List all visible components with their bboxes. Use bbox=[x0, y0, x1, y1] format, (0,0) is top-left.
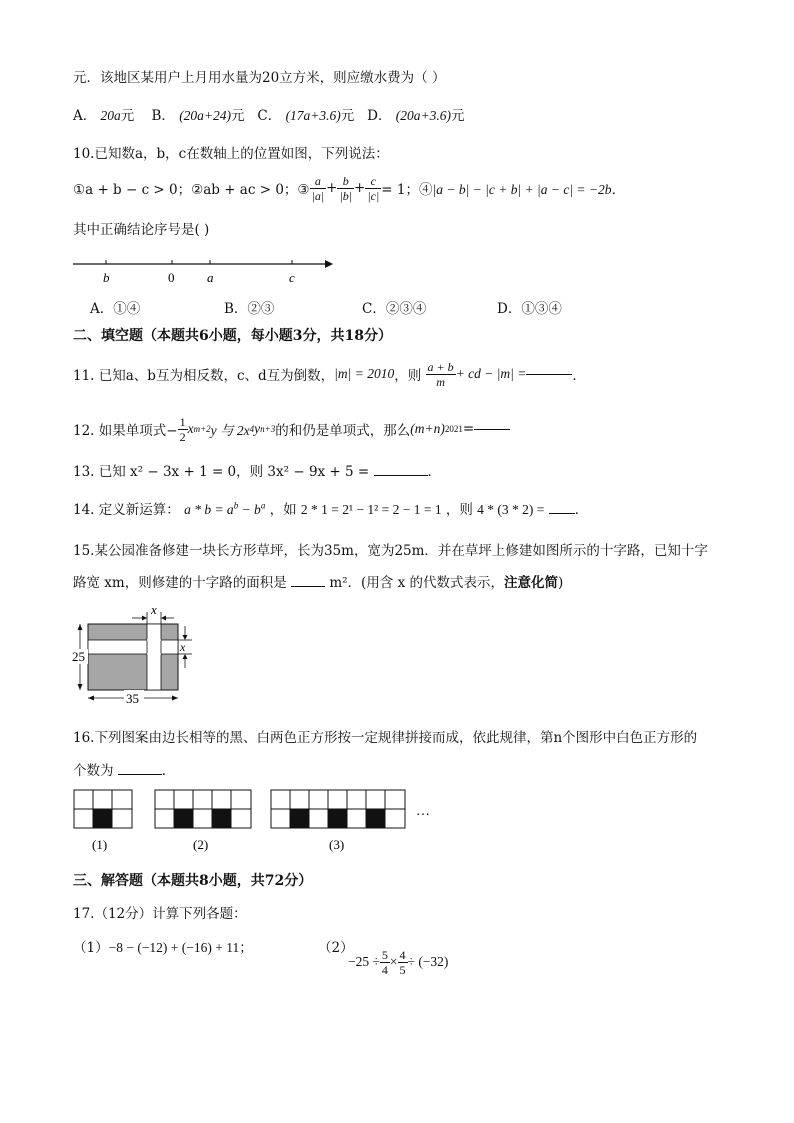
q10-frac-c: $\frac{c}{|c|}$ bbox=[367, 173, 380, 203]
q14-mid2: ，则 bbox=[445, 502, 473, 518]
q16-line1: 16.下列图案由边长相等的黑、白两色正方形按一定规律拼接而成，依此规律，第n个图形中白色正方形的 bbox=[73, 730, 698, 746]
q14-mid: ，如 bbox=[269, 502, 297, 518]
pattern-ellipsis: … bbox=[416, 804, 430, 819]
q12-answer-blank[interactable] bbox=[474, 429, 510, 430]
q15-answer-blank[interactable] bbox=[291, 586, 325, 587]
lawn-rect bbox=[88, 624, 178, 690]
q10-s3-eq: = 1；④ bbox=[381, 182, 433, 198]
q9-option-a-unit: 元 bbox=[120, 108, 135, 124]
q11-answer-blank[interactable] bbox=[526, 374, 572, 375]
q17-p2-frac2: $\frac{4}{5}$ bbox=[399, 947, 406, 977]
q12-sup3: n+3 bbox=[260, 424, 276, 434]
fig-25: 25 bbox=[72, 649, 85, 664]
q17-p2-frac1: $\frac{5}{4}$ bbox=[381, 947, 388, 977]
q14-def2: − b bbox=[238, 502, 261, 517]
q12-x: x bbox=[187, 421, 194, 436]
q14-ask: 4 * (3 * 2) = bbox=[477, 502, 545, 517]
q17-p2-times: × bbox=[389, 954, 398, 969]
pattern-figure-2 bbox=[155, 790, 251, 828]
label-a: a bbox=[207, 270, 214, 285]
q9-option-d-expr: (20a+3.6) bbox=[395, 108, 452, 123]
q17-p1-label: （1） bbox=[73, 940, 109, 956]
q12-frac: $\frac{1}{2}$ bbox=[179, 414, 186, 444]
q9-option-c-letter: C． bbox=[257, 108, 282, 124]
pattern-figures bbox=[72, 788, 442, 854]
pattern-figure-3 bbox=[271, 790, 405, 828]
q17-part1 bbox=[73, 936, 253, 956]
q15-line2d: ) bbox=[558, 575, 564, 591]
q12-eq: = bbox=[462, 421, 475, 437]
q16-answer-blank[interactable] bbox=[118, 774, 162, 775]
q10-option-a: A．①④ bbox=[90, 301, 141, 317]
q10-stem: 10.已知数a，b，c在数轴上的位置如图，下列说法： bbox=[73, 146, 389, 162]
q14-pre: 14. 定义新运算： bbox=[73, 502, 180, 518]
q17-part2-label: （2） bbox=[318, 940, 354, 956]
q11-pre: 11. 已知a、b互为相反数，c、d互为倒数， bbox=[73, 368, 335, 384]
q12-sup4: 2021 bbox=[444, 424, 463, 434]
q16-line2 bbox=[73, 759, 175, 779]
q12-sup2: 4 bbox=[249, 424, 255, 434]
q10-plus-1: + bbox=[326, 180, 338, 196]
q15-line1: 15.某公园准备修建一块长方形草坪，长为35m，宽为25m．并在草坪上修建如图所示的十字路，已知十字 bbox=[73, 543, 708, 559]
q15-line2c: 注意化简 bbox=[504, 575, 558, 591]
q12-expr: (m+n) bbox=[410, 421, 445, 436]
q11-post: + cd − |m| = bbox=[455, 366, 527, 381]
q13-end: ． bbox=[427, 464, 442, 480]
q17-p2-post: ÷ (−32) bbox=[407, 954, 449, 969]
q14 bbox=[73, 498, 588, 518]
fig-x-top: x bbox=[151, 604, 157, 617]
q11-mid: ，则 bbox=[394, 368, 422, 384]
q10-option-b: B．②③ bbox=[224, 301, 275, 317]
q12-y: y bbox=[254, 421, 261, 436]
q9-options bbox=[73, 104, 465, 124]
q9-option-d-letter: D． bbox=[367, 108, 392, 124]
q10-statements bbox=[73, 168, 625, 208]
fig-x-right: x bbox=[180, 640, 186, 654]
q9-option-a-expr: 20a bbox=[100, 108, 121, 123]
vertical-road bbox=[147, 624, 161, 690]
q15-line2 bbox=[73, 571, 563, 591]
q12-mono1b: y 与 2x bbox=[210, 423, 250, 438]
q13-answer-blank[interactable] bbox=[374, 475, 428, 476]
q11-m: |m| = 2010 bbox=[334, 366, 395, 381]
q12-mid: 的和仍是单项式，那么 bbox=[275, 423, 411, 439]
q11 bbox=[73, 356, 586, 392]
q12-pre: 12. 如果单项式− bbox=[73, 423, 178, 439]
section-3-heading: 三、解答题（本题共8小题，共72分） bbox=[73, 873, 313, 889]
q14-end: ． bbox=[574, 502, 589, 518]
q11-end: ． bbox=[572, 368, 586, 384]
q16-end: ． bbox=[161, 763, 176, 779]
caption-1: (1) bbox=[92, 837, 108, 852]
label-c: c bbox=[289, 270, 295, 285]
q14-sup1: b bbox=[233, 500, 239, 511]
q14-def: a * b = a bbox=[184, 502, 234, 517]
q9-tail: 元．该地区某用户上月用水量为20立方米，则应缴水费为（ ） bbox=[73, 70, 446, 86]
horizontal-road bbox=[88, 640, 178, 654]
number-line-arrow bbox=[325, 260, 333, 268]
q10-s1: ①a + b − c > 0；②ab + ac > 0；③ bbox=[73, 182, 310, 198]
q9-option-b-expr: (20a+24) bbox=[179, 108, 232, 123]
q14-answer-blank[interactable] bbox=[549, 513, 575, 514]
q9-option-c-expr: (17a+3.6) bbox=[285, 108, 341, 123]
q15-line2b: m²．(用含 x 的代数式表示， bbox=[329, 575, 504, 591]
q12 bbox=[73, 412, 510, 446]
q15-line2a: 路宽 xm，则修建的十字路的面积是 bbox=[73, 575, 287, 591]
q11-frac: $\frac{a + b}{m}$ bbox=[427, 359, 454, 389]
q9-option-d-unit: 元 bbox=[451, 108, 465, 124]
q13 bbox=[73, 460, 441, 480]
section-2-heading: 二、填空题（本题共6小题，每小题3分，共18分） bbox=[73, 328, 392, 344]
q10-frac-b: $\frac{b}{|b|}$ bbox=[339, 173, 353, 203]
q14-example: 2 * 1 = 2¹ − 1² = 2 − 1 = 1 bbox=[300, 502, 442, 517]
number-line-figure bbox=[70, 252, 335, 288]
q17-part2 bbox=[348, 944, 448, 980]
caption-2: (2) bbox=[193, 837, 209, 852]
q13-pre: 13. 已知 x² − 3x + 1 = 0，则 3x² − 9x + 5 = bbox=[73, 464, 370, 480]
q12-sup1: m+2 bbox=[193, 424, 211, 434]
q9-option-b-letter: B． bbox=[151, 108, 175, 124]
pattern-figure-1 bbox=[74, 790, 132, 828]
q17-p2-pre: −25 ÷ bbox=[348, 954, 380, 969]
q9-option-c-unit: 元 bbox=[340, 108, 355, 124]
q9-option-b-unit: 元 bbox=[231, 108, 245, 124]
q16-line2-text: 个数为 bbox=[73, 763, 114, 779]
q14-sup2: a bbox=[260, 500, 266, 511]
q9-option-a-letter: A． bbox=[73, 108, 97, 124]
q17-p1-expr: −8 − (−12) + (−16) + 11； bbox=[108, 940, 253, 955]
q10-frac-a: $\frac{a}{|a|}$ bbox=[311, 173, 325, 203]
q10-option-d: D．①③④ bbox=[497, 301, 562, 317]
lawn-figure bbox=[70, 604, 196, 710]
caption-3: (3) bbox=[329, 837, 345, 852]
label-zero: 0 bbox=[168, 270, 175, 285]
q10-s4: |a − b| − |c + b| + |a − c| = −2b． bbox=[432, 182, 626, 197]
label-b: b bbox=[103, 270, 110, 285]
q10-option-c: C．②③④ bbox=[362, 301, 427, 317]
q10-plus-2: + bbox=[354, 180, 366, 196]
q17-stem: 17.（12分）计算下列各题： bbox=[73, 906, 247, 922]
fig-35: 35 bbox=[126, 691, 139, 706]
q10-ask: 其中正确结论序号是( ) bbox=[73, 222, 210, 238]
